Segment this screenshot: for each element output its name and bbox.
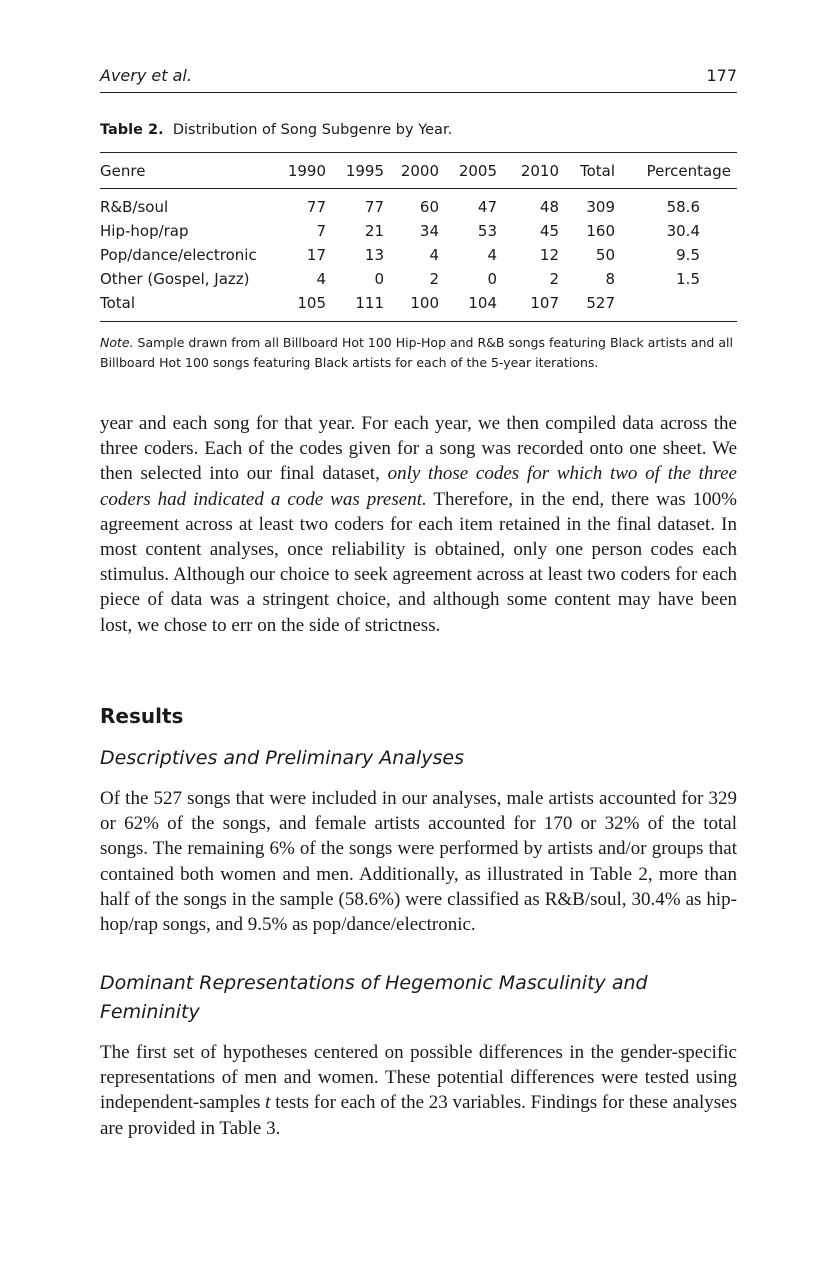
table-cell: 17 (306, 246, 326, 264)
table-cell: 60 (419, 198, 439, 216)
table-cell: 111 (326, 291, 384, 322)
table-cell (615, 291, 737, 322)
table-cell: R&B/soul (100, 198, 169, 216)
subgenre-table (100, 152, 737, 322)
table-cell: 13 (364, 246, 384, 264)
header-author: Avery et al. (100, 66, 192, 85)
table-row (100, 291, 737, 322)
table-cell: 30.4 (666, 222, 700, 240)
column-header: Genre (100, 153, 280, 189)
column-header: 2005 (439, 153, 497, 189)
table-cell: 58.6 (666, 198, 700, 216)
table-label: Table 2. (100, 122, 164, 138)
table-caption (100, 122, 452, 138)
results-heading: Results (100, 704, 184, 728)
table-cell: Hip-hop/rap (100, 222, 189, 240)
table-cell: 2 (429, 270, 439, 288)
table-row (100, 219, 737, 243)
table-cell: 4 (487, 246, 497, 264)
paragraph-text: The first set of hypotheses centered on possible differences in the gender-specific representations of men and women. These potential differences were tested using independent-samples (100, 1042, 737, 1114)
table-cell: 105 (280, 291, 326, 322)
table-row (100, 267, 737, 291)
table-note-label: Note. (100, 335, 134, 350)
table-cell: 309 (586, 198, 615, 216)
table-cell: Pop/dance/electronic (100, 246, 257, 264)
header-rule (100, 92, 737, 93)
column-header: 2010 (497, 153, 559, 189)
table-cell: 1.5 (676, 270, 700, 288)
paragraph-text: year and each song for that year. For each year, we then compiled data across the three coders. Each of the codes given for a song was recorded onto one sheet. We then selected into our final dataset, (100, 413, 737, 485)
table-cell: 21 (364, 222, 384, 240)
table-cell: 2 (549, 270, 559, 288)
subsection-heading-dominant-representations: Dominant Representations of Hegemonic Masculinity and Femininity (100, 972, 648, 1023)
table-cell: 53 (477, 222, 497, 240)
column-header: Total (559, 153, 615, 189)
table-cell: 160 (586, 222, 615, 240)
table-cell: 107 (497, 291, 559, 322)
paragraph-italic-text: t (265, 1092, 271, 1114)
paragraph-text: tests for each of the 23 variables. Findings for these analyses are provided in Table 3. (100, 1092, 737, 1139)
table-caption-text: Distribution of Song Subgenre by Year. (172, 122, 453, 138)
column-header: Percentage (615, 153, 737, 189)
table-cell: 4 (429, 246, 439, 264)
paragraph-italic-text: only those codes for which two of the three coders had indicated a code was present. (100, 463, 737, 510)
table-cell: 4 (316, 270, 326, 288)
column-header: 2000 (384, 153, 439, 189)
table-cell: 0 (487, 270, 497, 288)
column-header: 1995 (326, 153, 384, 189)
table-note (100, 333, 740, 372)
column-header: 1990 (280, 153, 326, 189)
table-cell: 12 (539, 246, 559, 264)
table-cell: 77 (306, 198, 326, 216)
body-paragraph-3 (100, 1040, 737, 1141)
table-cell: 34 (419, 222, 439, 240)
table-cell: Total (100, 291, 280, 322)
table-cell: 48 (539, 198, 559, 216)
table-cell: 0 (374, 270, 384, 288)
page-number: 177 (706, 66, 737, 85)
table-cell: 7 (316, 222, 326, 240)
subsection-heading-descriptives: Descriptives and Preliminary Analyses (100, 747, 464, 769)
table-cell: 47 (477, 198, 497, 216)
table-cell: 8 (605, 270, 615, 288)
table-note-text: Sample drawn from all Billboard Hot 100 Hip-Hop and R&B songs featuring Black artists and all Billboard Hot 100 songs featuring Black artists for each of the 5-year iterations. (100, 335, 733, 370)
table-cell: 45 (539, 222, 559, 240)
table-cell: 77 (364, 198, 384, 216)
table-cell: 50 (595, 246, 615, 264)
table-row (100, 243, 737, 267)
table-cell: 527 (559, 291, 615, 322)
body-paragraph-1 (100, 411, 737, 638)
table-row (100, 189, 737, 220)
table-header-row (100, 153, 737, 189)
table-cell: Other (Gospel, Jazz) (100, 270, 250, 288)
table-cell: 9.5 (676, 246, 700, 264)
table-cell: 100 (384, 291, 439, 322)
paragraph-text: Therefore, in the end, there was 100% agreement across at least two coders for each item retained in the final dataset. In most content analyses, once reliability is obtained, only one person codes each stimulus. Although our choice to seek agreement across at least two coders for each piece of data was a stringent choice, and although some content may have been lost, we chose to err on the side of strictness. (100, 488, 737, 636)
body-paragraph-2: Of the 527 songs that were included in our analyses, male artists accounted for 329 or 62% of the songs, and female artists accounted for 170 or 32% of the total songs. The remaining 6% of the songs were performed by artists and/or groups that contained both women and men. Additionally, as illustrated in Table 2, more than half of the songs in the sample (58.6%) were classified as R&B/soul, 30.4% as hip-hop/rap songs, and 9.5% as pop/dance/electronic. (100, 788, 737, 936)
table-cell: 104 (439, 291, 497, 322)
